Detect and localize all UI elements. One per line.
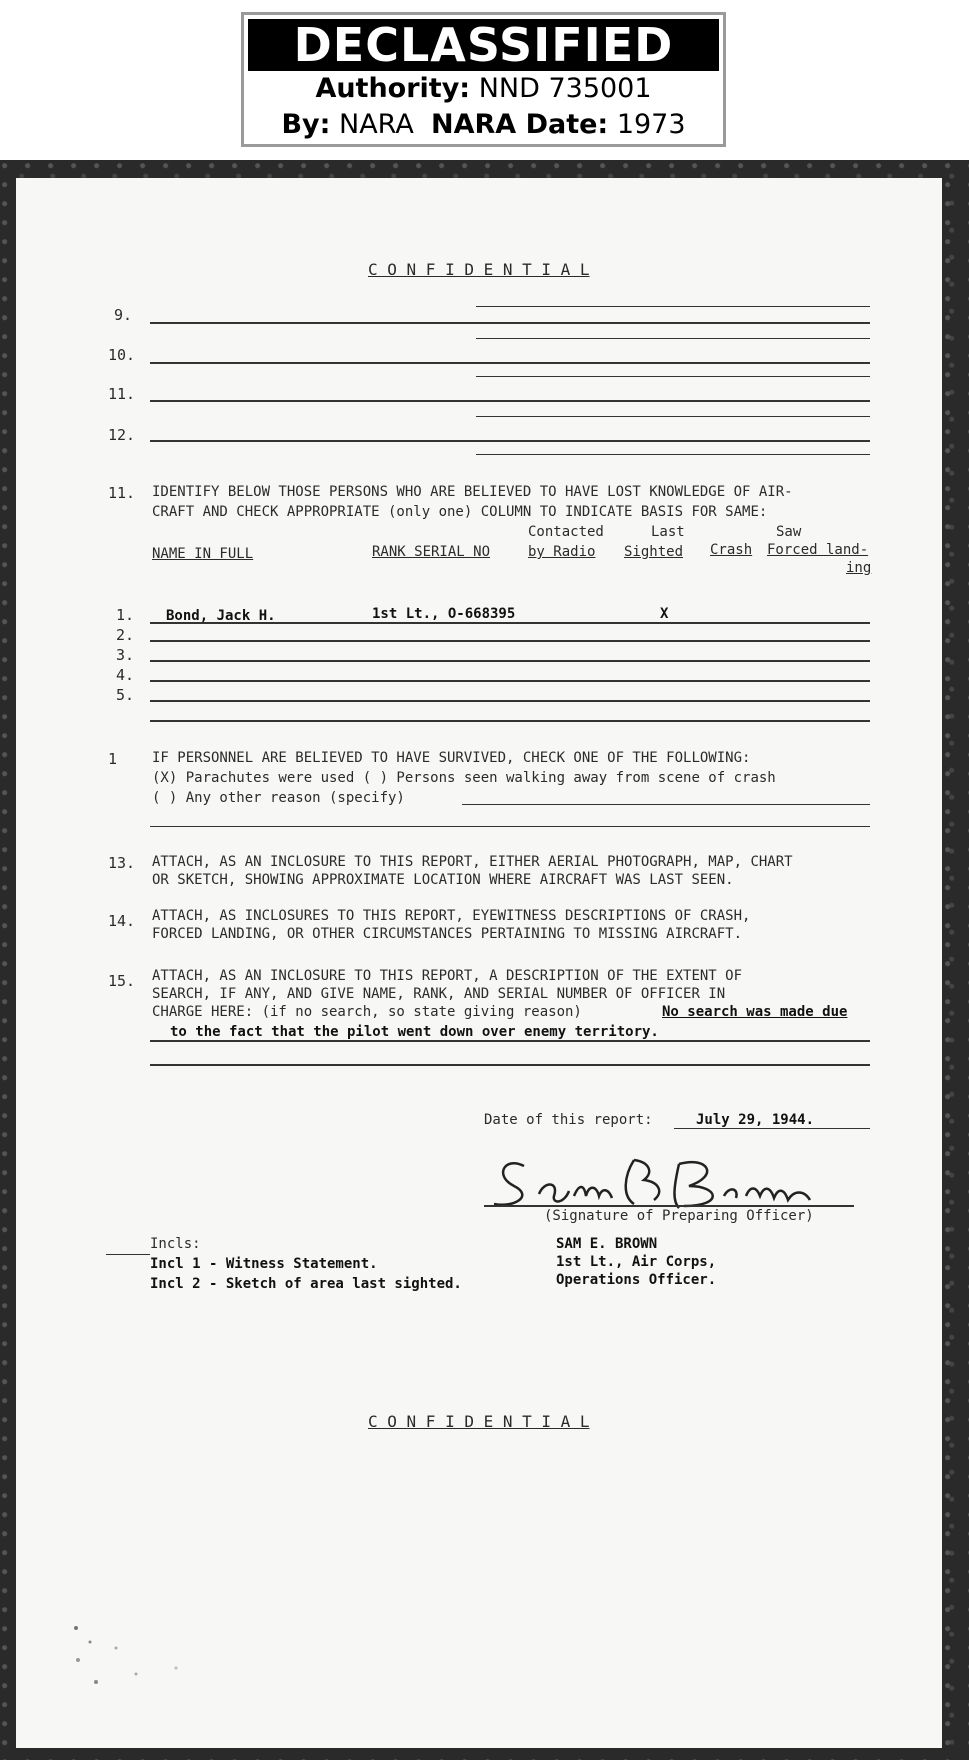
section-15-answer-1: No search was made due bbox=[662, 1004, 848, 1020]
col-rank: RANK SERIAL NO bbox=[372, 544, 491, 560]
blank-line bbox=[476, 338, 870, 339]
signature-caption: (Signature of Preparing Officer) bbox=[544, 1208, 814, 1224]
blank-line bbox=[476, 416, 870, 417]
col-crash: Crash bbox=[710, 542, 753, 558]
row-number: 3. bbox=[116, 646, 135, 664]
section-15-line-2: SEARCH, IF ANY, AND GIVE NAME, RANK, AND SERIAL NUMBER OF OFFICER IN bbox=[152, 986, 726, 1002]
stamp-authority-value: NND 735001 bbox=[478, 73, 652, 104]
section-14-line-1: ATTACH, AS INCLOSURES TO THIS REPORT, EYEWITNESS DESCRIPTIONS OF CRASH, bbox=[152, 908, 751, 924]
handwritten-signature bbox=[484, 1146, 854, 1216]
col-saw-top: Saw bbox=[776, 524, 802, 540]
section-14-line-2: FORCED LANDING, OR OTHER CIRCUMSTANCES PERTAINING TO MISSING AIRCRAFT. bbox=[152, 926, 743, 942]
row-line bbox=[150, 640, 870, 642]
row-line bbox=[150, 622, 870, 624]
row-line bbox=[150, 660, 870, 662]
item-number-9: 9. bbox=[114, 306, 133, 324]
section-15-number: 15. bbox=[108, 972, 136, 990]
col-saw-bottom: ing bbox=[846, 560, 872, 576]
col-saw-mid: Forced land- bbox=[767, 542, 869, 558]
answer-line bbox=[150, 1040, 870, 1042]
section-11-line-1: IDENTIFY BELOW THOSE PERSONS WHO ARE BELIEVED TO HAVE LOST KNOWLEDGE OF AIR- bbox=[152, 484, 793, 500]
col-last-top: Last bbox=[651, 524, 685, 540]
section-13-line-2: OR SKETCH, SHOWING APPROXIMATE LOCATION WHERE AIRCRAFT WAS LAST SEEN. bbox=[152, 872, 734, 888]
section-12-line-1: IF PERSONNEL ARE BELIEVED TO HAVE SURVIVED, CHECK ONE OF THE FOLLOWING: bbox=[152, 750, 751, 766]
section-15-line-1: ATTACH, AS AN INCLOSURE TO THIS REPORT, A DESCRIPTION OF THE EXTENT OF bbox=[152, 968, 743, 984]
item-number-11: 11. bbox=[108, 385, 136, 403]
stamp-title: DECLASSIFIED bbox=[248, 19, 719, 71]
row-check-mark: X bbox=[660, 606, 669, 622]
blank-line bbox=[150, 322, 870, 324]
section-12-line-2: (X) Parachutes were used ( ) Persons seen walking away from scene of crash bbox=[152, 770, 776, 786]
document-page bbox=[16, 178, 942, 1748]
row-name: Bond, Jack H. bbox=[166, 608, 276, 624]
blank-line bbox=[150, 400, 870, 402]
incl-dash bbox=[106, 1254, 150, 1255]
scan-specks bbox=[56, 1608, 276, 1748]
blank-line bbox=[150, 362, 870, 364]
item-number-10: 10. bbox=[108, 346, 136, 364]
section-12-number: 1 bbox=[108, 750, 118, 768]
section-15-answer-2: to the fact that the pilot went down over enemy territory. bbox=[170, 1024, 659, 1040]
blank-line bbox=[150, 440, 870, 442]
row-line bbox=[150, 700, 870, 702]
row-number: 4. bbox=[116, 666, 135, 684]
answer-line bbox=[150, 1064, 870, 1066]
section-13-number: 13. bbox=[108, 854, 136, 872]
blank-line bbox=[476, 376, 870, 377]
stamp-by-date bbox=[244, 107, 723, 143]
stamp-by-value: NARA bbox=[339, 109, 414, 140]
blank-line bbox=[476, 306, 870, 307]
row-number: 1. bbox=[116, 606, 135, 624]
stamp-by-label: By: bbox=[281, 109, 331, 140]
item-number-12: 12. bbox=[108, 426, 136, 444]
row-number: 2. bbox=[116, 626, 135, 644]
inclosures-label: Incls: bbox=[150, 1236, 201, 1252]
report-date-value: July 29, 1944. bbox=[696, 1112, 815, 1128]
col-last-bottom: Sighted bbox=[624, 544, 684, 560]
section-11-number: 11. bbox=[108, 484, 136, 502]
signature-rank: 1st Lt., Air Corps, bbox=[556, 1254, 717, 1270]
stamp-date-value: 1973 bbox=[616, 109, 686, 140]
stamp-authority bbox=[244, 71, 723, 107]
header-classification: C O N F I D E N T I A L bbox=[368, 260, 590, 279]
inclosure-item: Incl 1 - Witness Statement. bbox=[150, 1256, 378, 1272]
col-contacted-bottom: by Radio bbox=[528, 544, 596, 560]
declassified-stamp bbox=[241, 12, 726, 147]
section-11-line-2: CRAFT AND CHECK APPROPRIATE (only one) COLUMN TO INDICATE BASIS FOR SAME: bbox=[152, 504, 768, 520]
specify-line bbox=[462, 804, 870, 805]
section-15-line-3: CHARGE HERE: (if no search, so state giving reason) bbox=[152, 1004, 582, 1020]
row-rank-serial: 1st Lt., O-668395 bbox=[372, 606, 516, 622]
signature-title: Operations Officer. bbox=[556, 1272, 717, 1288]
specify-line bbox=[150, 826, 870, 827]
col-name: NAME IN FULL bbox=[152, 546, 254, 562]
section-14-number: 14. bbox=[108, 912, 136, 930]
col-contacted-top: Contacted bbox=[528, 524, 604, 540]
stamp-date-label: NARA Date: bbox=[431, 109, 609, 140]
signature-name: SAM E. BROWN bbox=[556, 1236, 658, 1252]
row-line bbox=[150, 680, 870, 682]
stamp-authority-label: Authority: bbox=[315, 73, 471, 104]
section-12-line-3: ( ) Any other reason (specify) bbox=[152, 790, 405, 806]
section-13-line-1: ATTACH, AS AN INCLOSURE TO THIS REPORT, EITHER AERIAL PHOTOGRAPH, MAP, CHART bbox=[152, 854, 793, 870]
blank-line bbox=[476, 454, 870, 455]
inclosure-item: Incl 2 - Sketch of area last sighted. bbox=[150, 1276, 462, 1292]
row-number: 5. bbox=[116, 686, 135, 704]
row-line bbox=[150, 720, 870, 722]
date-line bbox=[674, 1128, 870, 1129]
footer-classification: C O N F I D E N T I A L bbox=[368, 1412, 590, 1431]
report-date-label: Date of this report: bbox=[484, 1112, 653, 1128]
